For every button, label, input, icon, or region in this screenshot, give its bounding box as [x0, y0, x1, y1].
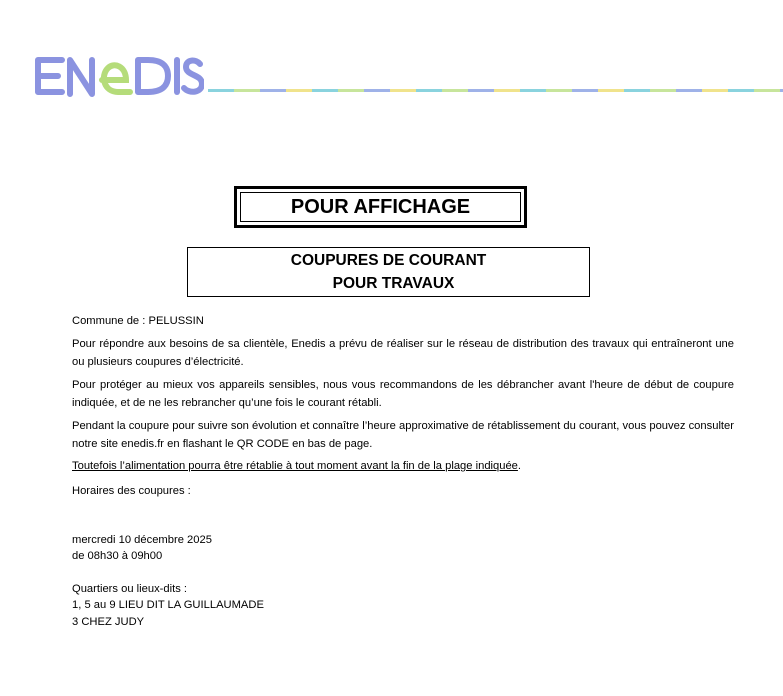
header-rule: [208, 89, 783, 92]
notice-line-2: POUR TRAVAUX: [332, 275, 455, 292]
enedis-logo: [34, 52, 204, 100]
outage-date: mercredi 10 décembre 2025: [72, 534, 212, 546]
warning-text: Toutefois l’alimentation pourra être rétablie à tout moment avant la fin de la plage indiquée: [72, 460, 518, 472]
schedule-label: Horaires des coupures :: [72, 485, 191, 497]
page-title: POUR AFFICHAGE: [240, 192, 521, 222]
notice-box: [187, 247, 590, 297]
paragraph-2: Pour protéger au mieux vos appareils sensibles, nous vous recommandons de les débrancher avant l'heure de début de coupure indiquée, et de ne les rebrancher qu’une fois le courant rétabli.: [72, 379, 734, 409]
places-label: Quartiers ou lieux-dits :: [72, 583, 188, 595]
outage-time: de 08h30 à 09h00: [72, 550, 163, 562]
notice-line-1: COUPURES DE COURANT: [290, 252, 487, 269]
warning-line: Toutefois l’alimentation pourra être rétablie à tout moment avant la fin de la plage indiquée.: [72, 460, 522, 472]
commune-line: Commune de : PELUSSIN: [72, 315, 204, 327]
place-item: 1, 5 au 9 LIEU DIT LA GUILLAUMADE: [72, 599, 264, 611]
title-box: [234, 186, 527, 228]
paragraph-3: Pendant la coupure pour suivre son évolution et connaître l’heure approximative de rétablissement du courant, vous pouvez consulter notre site enedis.fr en flashant le QR CODE en bas de page.: [72, 420, 734, 450]
place-item: 3 CHEZ JUDY: [72, 616, 145, 628]
paragraph-1: Pour répondre aux besoins de sa clientèle, Enedis a prévu de réaliser sur le réseau de distribution des travaux qui entraîneront une ou plusieurs coupures d’électricité.: [72, 338, 734, 368]
